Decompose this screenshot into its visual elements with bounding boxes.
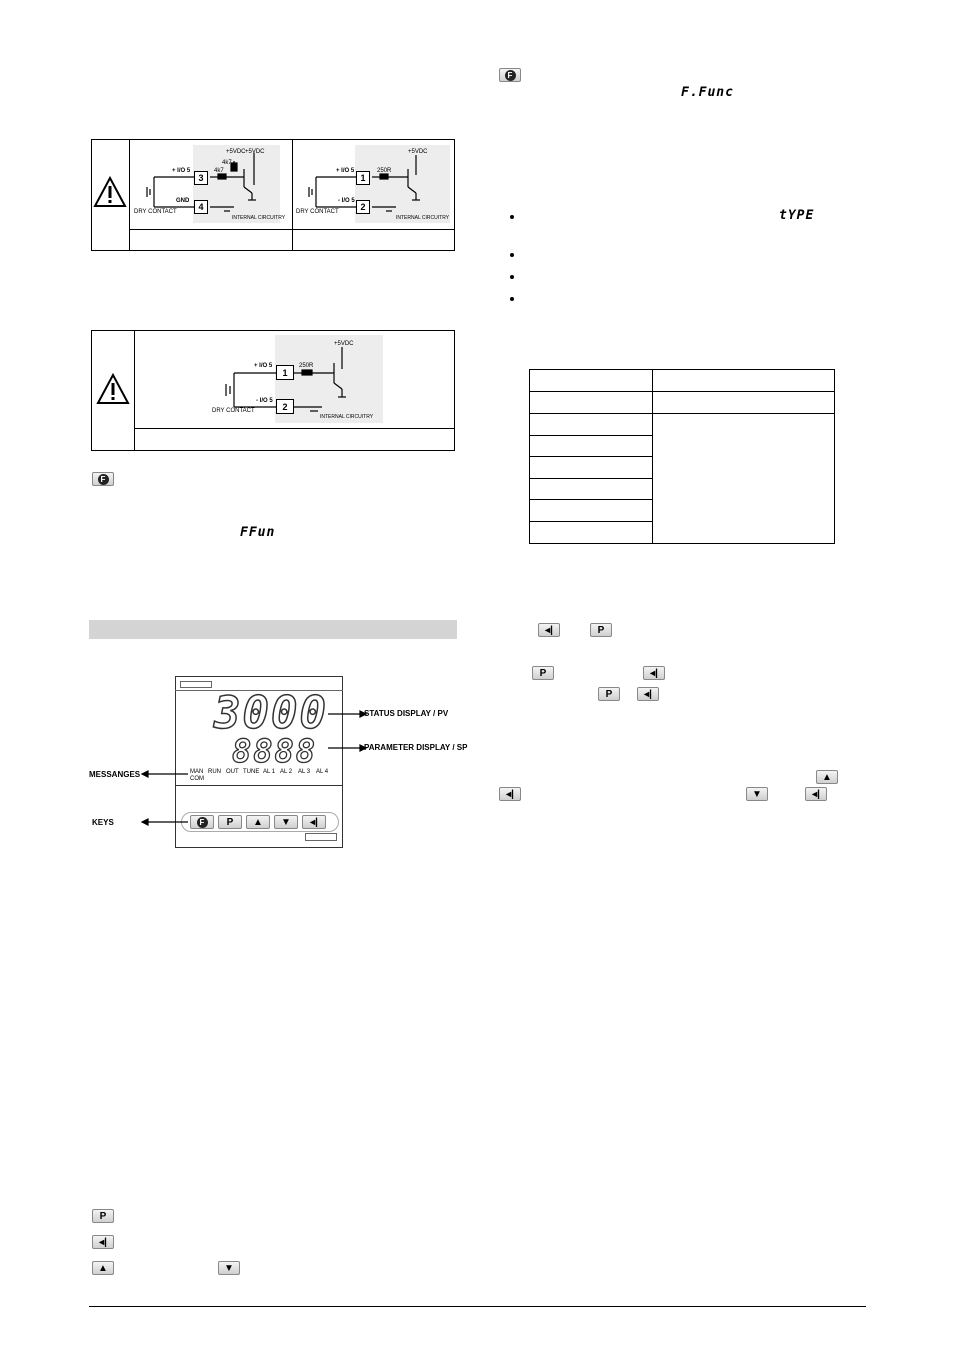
display-code-type: tYPE [779, 208, 815, 223]
terminal-2: 2 [356, 200, 370, 214]
terminal-4: 4 [194, 200, 208, 214]
indicator-run: RUN [208, 769, 221, 775]
up-key-icon: ▲ [92, 1261, 114, 1275]
indicator-al2: AL 2 [280, 769, 293, 775]
left-key-icon: ◂| [637, 687, 659, 701]
display-code-ffunc: F.Func [681, 85, 734, 100]
sp-display: 8888 [232, 732, 318, 770]
warning-icon [96, 373, 130, 405]
callout-parameter-display: PARAMETER DISPLAY / SP [364, 743, 468, 752]
left-key-icon: ◂| [805, 787, 827, 801]
left-key-icon: ◂| [643, 666, 665, 680]
callout-keys: KEYS [92, 818, 114, 827]
section-header-bar [89, 620, 457, 639]
indicator-al3: AL 3 [298, 769, 311, 775]
display-code-ffun: FFun [240, 525, 276, 540]
down-key-icon: ▼ [218, 1261, 240, 1275]
panel-down-key[interactable]: ▼ [274, 815, 298, 829]
f-key-icon: F [499, 68, 521, 82]
left-key-icon: ◂| [538, 623, 560, 637]
callout-messages: MESSANGES [89, 770, 141, 779]
f-key-icon: F [92, 472, 114, 486]
panel-left-key[interactable]: ◂| [302, 815, 326, 829]
p-key-icon: P [532, 666, 554, 680]
p-key-icon: P [92, 1209, 114, 1223]
pv-display: 3000 [214, 688, 328, 739]
p-key-icon: P [590, 623, 612, 637]
indicator-al1: AL 1 [263, 769, 276, 775]
footer-rule [89, 1306, 866, 1307]
warning-icon [93, 176, 127, 208]
panel-f-key[interactable]: F [190, 815, 214, 829]
p-key-icon: P [598, 687, 620, 701]
terminal-1: 1 [276, 365, 294, 380]
indicator-al4: AL 4 [316, 769, 329, 775]
indicator-tune: TUNE [243, 769, 260, 775]
panel-p-key[interactable]: P [218, 815, 242, 829]
panel-up-key[interactable]: ▲ [246, 815, 270, 829]
terminal-3: 3 [194, 171, 208, 185]
terminal-2: 2 [276, 399, 294, 414]
left-key-icon: ◂| [92, 1235, 114, 1249]
indicator-out: OUT [226, 769, 239, 775]
callout-status-display: STATUS DISPLAY / PV [364, 709, 449, 718]
indicator-com: COM [190, 776, 204, 782]
down-key-icon: ▼ [746, 787, 768, 801]
left-key-icon: ◂| [499, 787, 521, 801]
up-key-icon: ▲ [816, 770, 838, 784]
indicator-man: MAN [190, 769, 204, 775]
terminal-1: 1 [356, 171, 370, 185]
